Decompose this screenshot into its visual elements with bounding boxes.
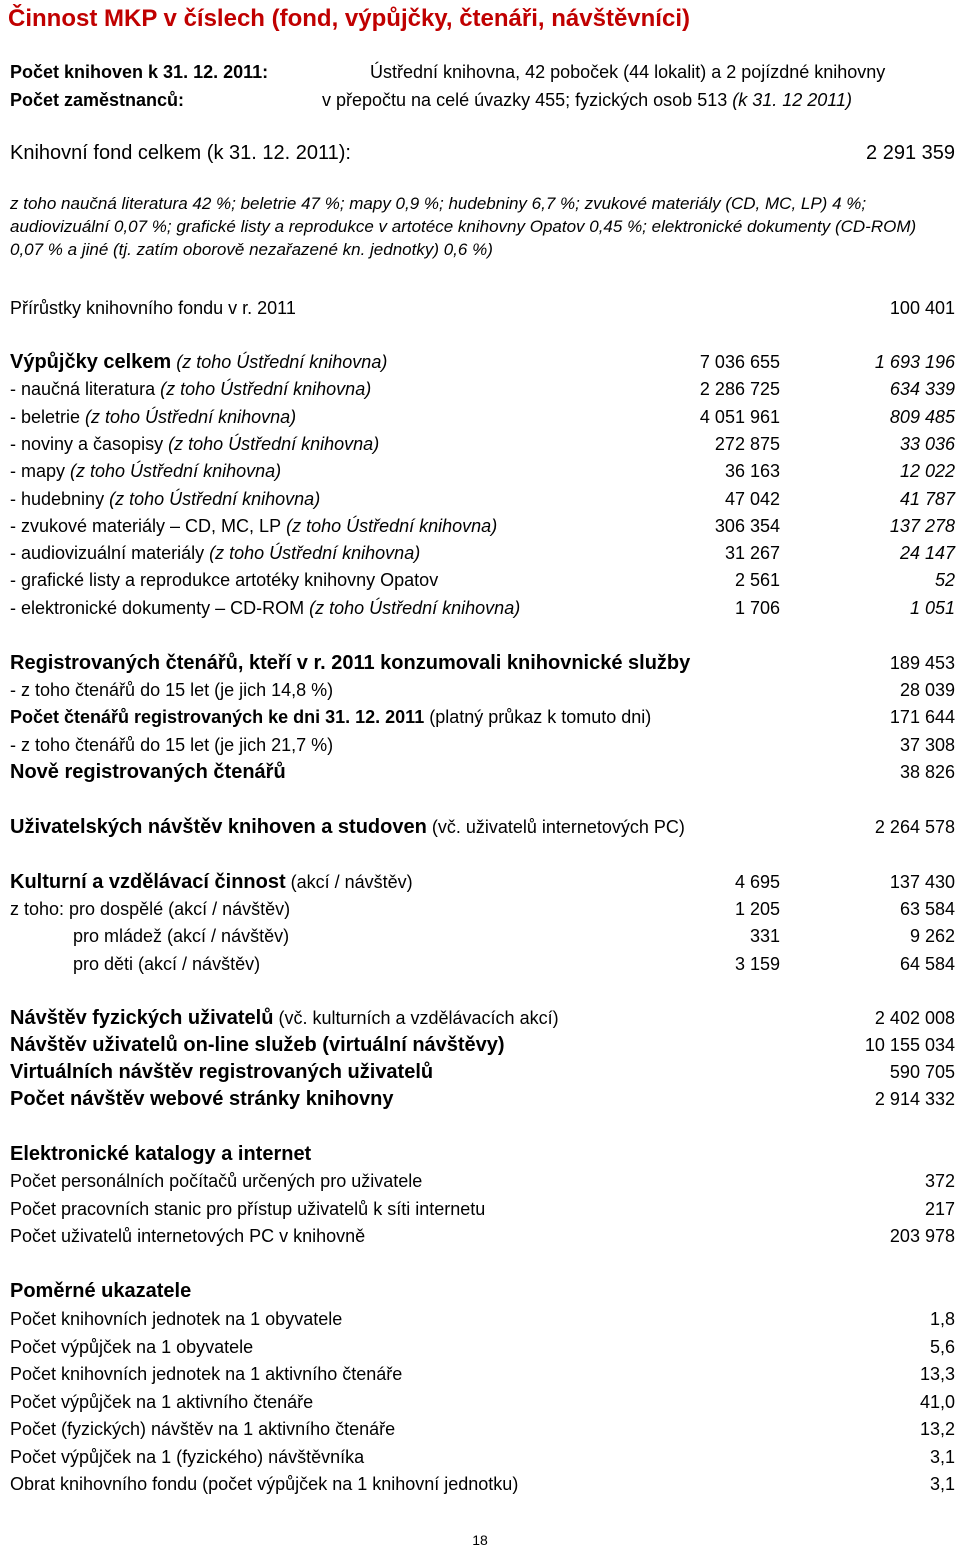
loan-row [10,460,955,482]
adults-row [10,898,955,920]
loan-central: 41 787 [899,488,955,509]
loan-row [10,597,955,619]
registered-value: 189 453 [889,653,955,673]
loan-label-main: - zvukové materiály – CD, MC, LP [10,515,282,536]
user-visits-row [10,816,955,838]
registered-row [10,652,955,674]
electronic-heading: Elektronické katalogy a internet [10,1143,312,1165]
staff-row [10,89,955,111]
ratios-heading: Poměrné ukazatele [10,1280,192,1302]
electronic-label: Počet uživatelů internetových PC v knihovně [10,1226,366,1246]
electronic-label: Počet pracovních stanic pro přístup uživatelů k síti internetu [10,1198,486,1219]
user-visits-value: 2 264 578 [874,817,955,837]
loan-label-note: (z toho Ústřední knihovna) [80,406,297,427]
ratio-row [10,1336,955,1358]
loan-central: 809 485 [889,406,955,427]
online-value: 10 155 034 [864,1035,955,1055]
loan-label-note: (z toho Ústřední knihovna) [281,515,498,536]
electronic-value: 203 978 [889,1226,955,1246]
ratio-label: Obrat knihovního fondu (počet výpůjček na 1 knihovní jednotku) [10,1474,519,1494]
ratio-value: 1,8 [929,1309,955,1329]
ratio-row [10,1446,955,1468]
youth-v1: 331 [749,926,780,946]
loan-total: 7 036 655 [699,352,780,372]
loan-row [10,406,955,428]
ratio-label: Počet knihovních jednotek na 1 obyvatele [10,1309,343,1329]
fund-row [10,142,955,164]
growth-row [10,297,955,319]
loan-row [10,515,955,537]
ratio-label: Počet výpůjček na 1 obyvatele [10,1336,254,1357]
adults-v1: 1 205 [734,899,780,919]
loan-label [10,434,379,454]
loan-central: 52 [934,570,955,591]
loan-label-main: - mapy [10,461,66,482]
loan-total: 36 163 [724,461,780,482]
loan-label-note: (z toho Ústřední knihovna) [304,597,521,618]
loan-label-note: (z toho Ústřední knihovna) [65,461,282,482]
at-date-row [10,706,955,728]
youth-label: pro mládež (akcí / návštěv) [73,926,290,946]
loan-label [10,379,371,399]
loan-label-note: (z toho Ústřední knihovna) [163,433,380,454]
ratio-value: 3,1 [929,1474,955,1494]
loan-label-main: - elektronické dokumenty – CD-ROM [10,597,305,618]
loan-label [10,516,497,536]
electronic-value: 372 [924,1171,955,1191]
loan-central: 12 022 [899,461,955,482]
user-visits-label: Uživatelských návštěv knihoven a studoven (vč. uživatelů internetových PC) [10,816,685,838]
loan-label-main: - grafické listy a reprodukce artotéky knihovny Opatov [10,570,439,591]
virtual-row [10,1061,955,1083]
cultural-v1: 4 695 [734,872,780,892]
electronic-row [10,1170,955,1192]
loan-label [10,461,281,481]
page-title: Činnost MKP v číslech (fond, výpůjčky, čtenáři, návštěvníci) [8,5,690,32]
new-readers-value: 38 826 [899,762,955,782]
loan-total: 2 286 725 [699,379,780,400]
loan-total: 1 706 [734,597,780,618]
ratio-value: 13,2 [919,1419,955,1439]
ratio-label: Počet výpůjček na 1 aktivního čtenáře [10,1391,314,1412]
youth-row [10,925,955,947]
adults-label: z toho: pro dospělé (akcí / návštěv) [10,899,291,919]
kids-v2: 64 584 [899,954,955,974]
virtual-value: 590 705 [889,1062,955,1082]
loan-total: 31 267 [724,543,780,564]
fund-label: Knihovní fond celkem (k 31. 12. 2011): [10,142,351,164]
physical-label: Návštěv fyzických uživatelů (vč. kulturních a vzdělávacích akcí) [10,1007,559,1029]
new-readers-row [10,761,955,783]
loan-row [10,351,955,373]
under15b-value: 37 308 [899,735,955,755]
kids-row [10,953,955,975]
loan-label [10,570,438,590]
loan-total: 272 875 [714,433,780,454]
under15-label: - z toho čtenářů do 15 let (je jich 14,8 %) [10,680,334,700]
loan-row [10,569,955,591]
ratio-value: 3,1 [929,1446,955,1467]
youth-v2: 9 262 [909,926,955,946]
ratio-row [10,1363,955,1385]
loan-row [10,488,955,510]
loan-central: 33 036 [899,433,955,454]
loan-row [10,433,955,455]
web-value: 2 914 332 [874,1089,955,1109]
loan-row [10,542,955,564]
physical-value: 2 402 008 [874,1008,955,1028]
loan-total: 47 042 [724,488,780,509]
libraries-row [10,61,955,83]
loan-label-note: (z toho Ústřední knihovna) [171,352,388,372]
electronic-value: 217 [924,1198,955,1219]
loan-total: 2 561 [734,570,780,591]
cultural-v2: 137 430 [889,872,955,892]
ratio-row [10,1308,955,1330]
cultural-row [10,871,955,893]
loan-central: 1 051 [909,597,955,618]
cultural-label: Kulturní a vzdělávací činnost (akcí / návštěv) [10,871,413,893]
loan-label [10,352,387,372]
loan-label-note: (z toho Ústřední knihovna) [155,379,372,400]
online-row [10,1034,955,1056]
ratio-label: Počet výpůjček na 1 (fyzického) návštěvníka [10,1446,365,1467]
virtual-label: Virtuálních návštěv registrovaných uživatelů [10,1061,434,1083]
loan-total: 4 051 961 [699,406,780,427]
at-date-label: Počet čtenářů registrovaných ke dni 31. 12. 2011 (platný průkaz k tomuto dni) [10,707,652,727]
loan-label-main: - hudebniny [10,488,105,509]
loan-label-main: - naučná literatura [10,379,156,400]
web-label: Počet návštěv webové stránky knihovny [10,1088,394,1110]
ratio-row [10,1473,955,1495]
libraries-label: Počet knihoven k 31. 12. 2011: [10,62,269,82]
loan-central: 1 693 196 [874,352,955,372]
loan-label-note: (z toho Ústřední knihovna) [204,543,421,564]
loan-label-main: - audiovizuální materiály [10,543,205,564]
physical-row [10,1007,955,1029]
growth-value: 100 401 [889,298,955,318]
loan-central: 137 278 [889,515,955,536]
at-date-value: 171 644 [889,707,955,727]
adults-v2: 63 584 [899,899,955,919]
kids-label: pro děti (akcí / návštěv) [73,954,261,974]
online-label: Návštěv uživatelů on-line služeb (virtuální návštěvy) [10,1034,505,1056]
ratio-value: 41,0 [919,1391,955,1412]
under15-row [10,679,955,701]
ratio-value: 5,6 [929,1336,955,1357]
fund-value: 2 291 359 [866,142,955,164]
new-readers-label: Nově registrovaných čtenářů [10,761,286,783]
loan-label-main: - noviny a časopisy [10,433,164,454]
loan-label-main: - beletrie [10,406,81,427]
loan-central: 24 147 [899,543,955,564]
loan-label [10,489,320,509]
libraries-value: Ústřední knihovna, 42 poboček (44 lokalit) a 2 pojízdné knihovny [370,62,886,82]
electronic-row [10,1198,955,1220]
electronic-label: Počet personálních počítačů určených pro uživatele [10,1171,423,1191]
loan-row [10,378,955,400]
kids-v1: 3 159 [734,954,780,974]
loan-total: 306 354 [714,515,780,536]
registered-label: Registrovaných čtenářů, kteří v r. 2011 konzumovali knihovnické služby [10,652,691,674]
ratio-label: Počet (fyzických) návštěv na 1 aktivního čtenáře [10,1419,396,1439]
loan-label [10,598,520,618]
staff-label: Počet zaměstnanců: [10,90,185,110]
loan-label [10,543,420,563]
staff-value: v přepočtu na celé úvazky 455; fyzických osob 513 (k 31. 12 2011) [322,90,852,110]
loan-label-main: Výpůjčky celkem [10,351,172,373]
ratio-row [10,1418,955,1440]
web-row [10,1088,955,1110]
loan-label-note: (z toho Ústřední knihovna) [104,488,321,509]
page-number: 18 [472,1532,488,1548]
growth-label: Přírůstky knihovního fondu v r. 2011 [10,298,296,318]
fund-breakdown: z toho naučná literatura 42 %; beletrie 47 %; mapy 0,9 %; hudebniny 6,7 %; zvukové materiály (CD, MC, LP) 4 %; audiovizuální 0,07 %; grafické listy a reprodukce v artotéce knihovny Opatov 0,45 %; elektronické dokumenty (CD-ROM) 0,07 % a jiné (tj. zatím oborově nezařazené kn. jednotky) 0,6 %) [10,194,917,259]
ratio-value: 13,3 [919,1364,955,1384]
ratio-row [10,1391,955,1413]
loan-label [10,407,296,427]
electronic-row [10,1225,955,1247]
under15-value: 28 039 [899,680,955,700]
loan-central: 634 339 [889,379,955,400]
ratio-label: Počet knihovních jednotek na 1 aktivního čtenáře [10,1364,403,1384]
under15b-row [10,734,955,756]
under15b-label: - z toho čtenářů do 15 let (je jich 21,7 %) [10,735,334,755]
